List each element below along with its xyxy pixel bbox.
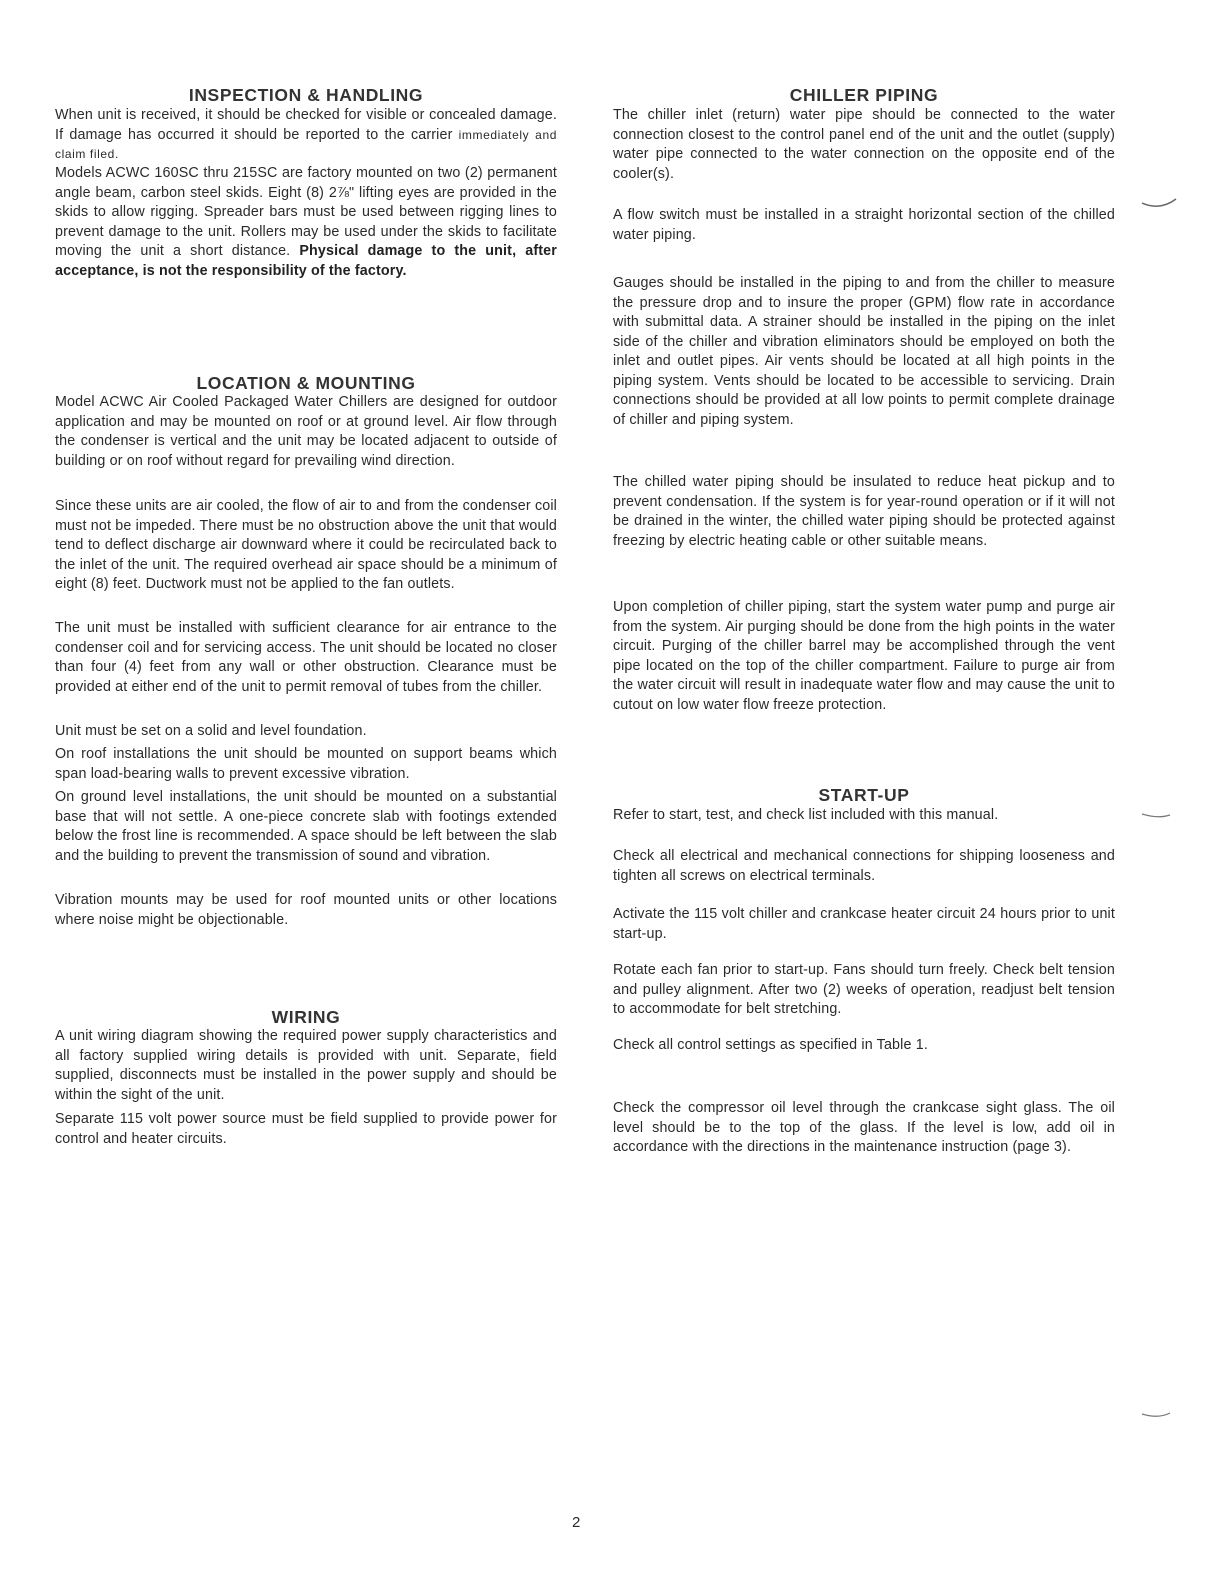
piping-paragraph: Upon completion of chiller piping, start the system water pump and purge air from the system. Air purging should be done from the high points in the water circuit. Purging of the chiller barrel may be accomplished through the vent pipe located on the top of the chiller compartment. Failure to purge air from the water circuit will result in inadequate water flow and may cause the unit to cutout on low water flow freeze protection. (613, 599, 1115, 713)
startup-paragraph: Refer to start, test, and check list included with this manual. (613, 807, 999, 823)
inspection-paragraph-2 (55, 164, 557, 281)
startup-paragraph: Check all electrical and mechanical connections for shipping looseness and tighten all screws on electrical terminals. (613, 848, 1115, 884)
piping-paragraph: The chiller inlet (return) water pipe should be connected to the water connection closest to the control panel end of the unit and the outlet (supply) water pipe connected to the water connection on the opposite end of the cooler(s). (613, 107, 1115, 182)
location-paragraph: Since these units are air cooled, the flow of air to and from the condenser coil must not be impeded. There must be no obstruction above the unit that would tend to deflect discharge air downward where it could be recirculated back to the inlet of the unit. The required overhead air space should be a minimum of eight (8) feet. Ductwork must not be applied to the fan outlets. (55, 498, 557, 592)
page-number: 2 (572, 1514, 581, 1531)
startup-paragraph: Activate the 115 volt chiller and crankcase heater circuit 24 hours prior to unit start-up. (613, 906, 1115, 942)
location-heading: LOCATION & MOUNTING (196, 373, 416, 393)
inspection-p1-tail: immediately and claim filed. (55, 127, 558, 161)
location-paragraph: Vibration mounts may be used for roof mounted units or other locations where noise might be objectionable. (55, 892, 557, 928)
startup-heading: START-UP (818, 785, 910, 805)
startup-paragraph: Check all control settings as specified in Table 1. (613, 1037, 928, 1053)
startup-paragraph: Rotate each fan prior to start-up. Fans should turn freely. Check belt tension and pulley alignment. After two (2) weeks of operation, readjust belt tension to accommodate for belt stretching. (613, 962, 1115, 1017)
location-paragraph: On ground level installations, the unit should be mounted on a substantial base that will not settle. A one-piece concrete slab with footings extended below the frost line is recommended. A space should be left between the slab and the building to prevent the transmission of sound and vibration. (55, 789, 557, 864)
inspection-paragraph-1 (55, 106, 557, 165)
wiring-paragraph: Separate 115 volt power source must be field supplied to provide power for control and heater circuits. (55, 1111, 557, 1147)
piping-paragraph: Gauges should be installed in the piping to and from the chiller to measure the pressure drop and to insure the proper (GPM) flow rate in accordance with submittal data. A strainer should be installed in the piping on the inlet side of the chiller and vibration eliminators should be employed on both the inlet and outlet pipes. Air vents should be located at all high points in the piping system. Vents should be located to be accessible to servicing. Drain connections should be provided at all low points to permit complete drainage of chiller and piping system. (613, 275, 1115, 428)
inspection-p2-bold: Physical damage to the unit, after acceptance, is not the responsibility of the factory. (55, 243, 557, 279)
margin-mark (1140, 195, 1180, 215)
location-paragraph: On roof installations the unit should be mounted on support beams which span load-bearing walls to prevent excessive vibration. (55, 746, 557, 782)
inspection-heading: INSPECTION & HANDLING (188, 85, 424, 105)
margin-mark (1140, 1410, 1180, 1422)
location-paragraph: Unit must be set on a solid and level foundation. (55, 723, 367, 739)
startup-paragraph: Check the compressor oil level through the crankcase sight glass. The oil level should be to the top of the glass. If the level is low, add oil in accordance with the directions in the maintenance instruction (page 3). (613, 1100, 1115, 1155)
chiller-piping-heading: CHILLER PIPING (789, 85, 939, 105)
inspection-p2-text: Models ACWC 160SC thru 215SC are factory mounted on two (2) permanent angle beam, carbon steel skids. Eight (8) 2⅞" lifting eyes are provided in the skids to allow rigging. Spreader bars must be used between rigging lines to prevent damage to the unit. Rollers may be used under the skids to facilitate moving the unit a short distance. (55, 165, 557, 259)
piping-paragraph: A flow switch must be installed in a straight horizontal section of the chilled water piping. (613, 207, 1115, 243)
wiring-heading: WIRING (271, 1007, 341, 1027)
margin-mark (1140, 810, 1180, 822)
location-paragraph: Model ACWC Air Cooled Packaged Water Chillers are designed for outdoor application and may be mounted on roof or at ground level. Air flow through the condenser is vertical and the unit may be located adjacent to outside of building or on roof without regard for prevailing wind direction. (55, 394, 557, 469)
location-paragraph: The unit must be installed with sufficient clearance for air entrance to the condenser coil and for servicing access. The unit should be located no closer than four (4) feet from any wall or other obstruction. Clearance must be provided at either end of the unit to permit removal of tubes from the chiller. (55, 620, 557, 695)
inspection-p1-text: When unit is received, it should be checked for visible or concealed damage. If damage has occurred it should be reported to the carrier (55, 107, 557, 143)
piping-paragraph: The chilled water piping should be insulated to reduce heat pickup and to prevent condensation. If the system is for year-round operation or if it will not be drained in the winter, the chilled water piping should be protected against freezing by electric heating cable or other suitable means. (613, 474, 1115, 549)
wiring-paragraph: A unit wiring diagram showing the required power supply characteristics and all factory supplied wiring details is provided with unit. Separate, field supplied, disconnects must be installed in the power supply and should be within the sight of the unit. (55, 1028, 557, 1103)
